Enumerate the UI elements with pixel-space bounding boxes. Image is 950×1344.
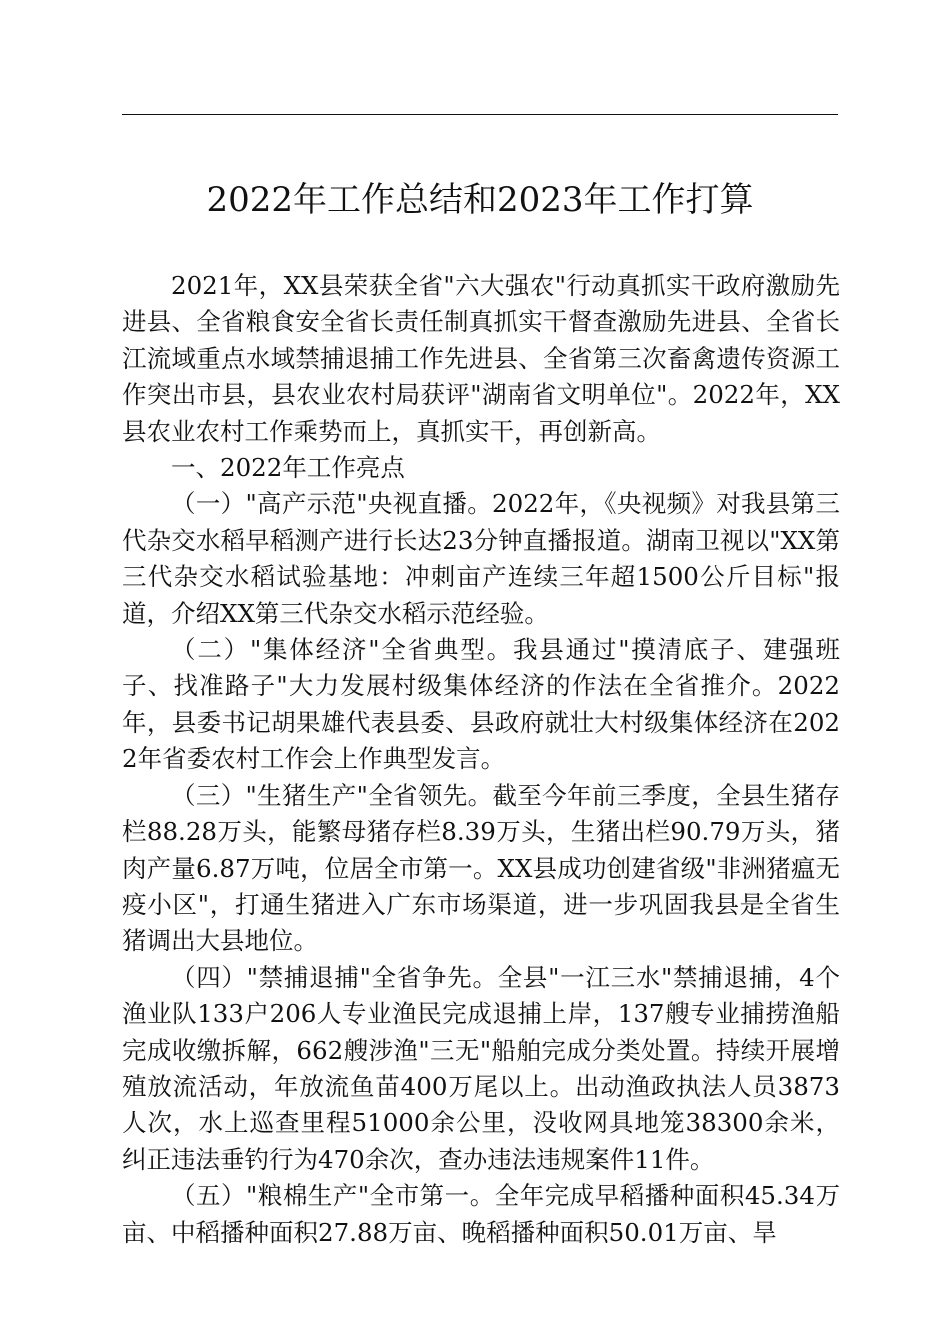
highlight-paragraph-5: （五）"粮棉生产"全市第一。全年完成早稻播种面积45.34万亩、中稻播种面积27.88万亩、晚稻播种面积50.01万亩、旱	[122, 1181, 840, 1247]
highlight-paragraph-3: （三）"生猪生产"全省领先。截至今年前三季度，全县生猪存栏88.28万头，能繁母猪存栏8.39万头，生猪出栏90.79万头，猪肉产量6.87万吨，位居全市第一。XX县成功创建省级"非洲猪瘟无疫小区"，打通生猪进入广东市场渠道，进一步巩固我县是全省生猪调出大县地位。	[122, 780, 840, 956]
document-body	[122, 268, 840, 1251]
intro-paragraph: 2021年，XX县荣获全省"六大强农"行动真抓实干政府激励先进县、全省粮食安全省长责任制真抓实干督查激励先进县、全省长江流域重点水域禁捕退捕工作先进县、全省第三次畜禽遗传资源工作突出市县，县农业农村局获评"湖南省文明单位"。2022年，XX县农业农村工作乘势而上，真抓实干，再创新高。	[122, 271, 840, 446]
section-heading: 一、2022年工作亮点	[171, 453, 405, 483]
highlight-paragraph-2: （二）"集体经济"全省典型。我县通过"摸清底子、建强班子、找准路子"大力发展村级集体经济的作法在全省推介。2022年，县委书记胡果雄代表县委、县政府就壮大村级集体经济在2022年省委农村工作会上作典型发言。	[122, 635, 840, 774]
header-rule	[122, 114, 838, 115]
highlight-paragraph-4: （四）"禁捕退捕"全省争先。全县"一江三水"禁捕退捕，4个渔业队133户206人专业渔民完成退捕上岸，137艘专业捕捞渔船完成收缴拆解，662艘涉渔"三无"船舶完成分类处置。持续开展增殖放流活动，年放流鱼苗400万尾以上。出动渔政执法人员3873人次，水上巡查里程51000余公里，没收网具地笼38300余米，纠正违法垂钓行为470余次，查办违法违规案件11件。	[122, 962, 840, 1174]
highlight-paragraph-1: （一）"高产示范"央视直播。2022年，《央视频》对我县第三代杂交水稻早稻测产进行长达23分钟直播报道。湖南卫视以"XX第三代杂交水稻试验基地：冲刺亩产连续三年超1500公斤目标"报道，介绍XX第三代杂交水稻示范经验。	[122, 489, 840, 628]
document-title: 2022年工作总结和2023年工作打算	[206, 180, 754, 220]
